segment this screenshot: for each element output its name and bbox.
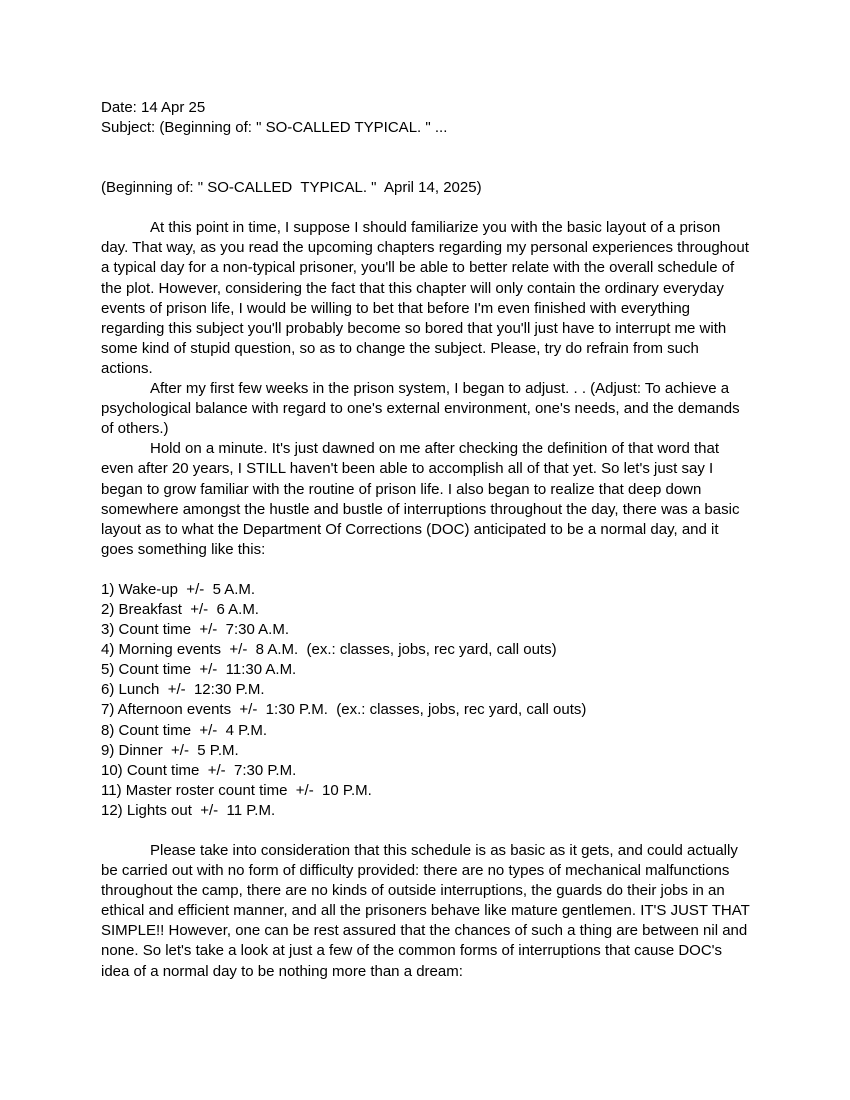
paragraph-hold-on: Hold on a minute. It's just dawned on me after checking the definition of that word that even after 20 years, I STILL haven't been able to accomplish all of that yet. So let's just say I began to grow familiar with the routine of prison life. I also began to realize that deep down somewhere amongst the hustle and bustle of interruptions throughout the day, there was a basic layout as to what the Department Of Corrections (DOC) anticipated to be a normal day, and it goes something like this: — [101, 440, 740, 558]
schedule-item: 2) Breakfast +/- 6 A.M. — [101, 600, 259, 618]
schedule-item: 1) Wake-up +/- 5 A.M. — [101, 580, 256, 598]
schedule-item: 9) Dinner +/- 5 P.M. — [101, 741, 239, 759]
schedule-item: 5) Count time +/- 11:30 A.M. — [101, 661, 297, 679]
paragraph-closing: Please take into consideration that this schedule is as basic as it gets, and could actually be carried out with no form of difficulty provided: there are no types of mechanical malfunctions throughout the camp, there are no kinds of outside interruptions, the guards do their jobs in an ethical and efficient manner, and all the prisoners behave like mature gentlemen. IT'S JUST THAT SIMPLE!! However, one can be rest assured that the chances of such a thing are between nil and none. So let's take a look at just a few of the common forms of interruptions that cause DOC's idea of a normal day to be nothing more than a dream: — [101, 842, 750, 980]
schedule-item: 3) Count time +/- 7:30 A.M. — [101, 621, 289, 639]
spacer — [101, 138, 750, 178]
schedule-item: 4) Morning events +/- 8 A.M. (ex.: classes, jobs, rec yard, call outs) — [101, 641, 557, 659]
schedule-item: 10) Count time +/- 7:30 P.M. — [101, 761, 297, 779]
spacer — [101, 198, 750, 218]
daily-schedule-list — [101, 580, 750, 821]
spacer — [101, 821, 750, 841]
schedule-item: 6) Lunch +/- 12:30 P.M. — [101, 681, 265, 699]
schedule-item: 7) Afternoon events +/- 1:30 P.M. (ex.: classes, jobs, rec yard, call outs) — [101, 701, 587, 719]
schedule-item: 12) Lights out +/- 11 P.M. — [101, 801, 276, 819]
spacer — [101, 560, 750, 580]
paragraph-adjust: After my first few weeks in the prison system, I began to adjust. . . (Adjust: To achieve a psychological balance with regard to one's external environment, one's needs, and the demands of others.) — [101, 380, 740, 438]
schedule-item: 8) Count time +/- 4 P.M. — [101, 721, 268, 739]
chapter-heading: (Beginning of: " SO-CALLED TYPICAL. " April 14, 2025) — [101, 179, 482, 197]
paragraph-intro: At this point in time, I suppose I should familiarize you with the basic layout of a prison day. That way, as you read the upcoming chapters regarding my personal experiences throughout a typical day for a non-typical prisoner, you'll be able to better relate with the overall schedule of the plot. However, considering the fact that this chapter will only contain the ordinary everyday events of prison life, I would be willing to bet that before I'm even finished with everything regarding this subject you'll probably become so bored that you'll just have to interrupt me with some kind of stupid question, so as to change the subject. Please, try do refrain from such actions. — [101, 219, 749, 377]
subject-line: Subject: (Beginning of: " SO-CALLED TYPICAL. " ... — [101, 119, 448, 137]
schedule-item: 11) Master roster count time +/- 10 P.M. — [101, 781, 372, 799]
date-line: Date: 14 Apr 25 — [101, 99, 206, 116]
